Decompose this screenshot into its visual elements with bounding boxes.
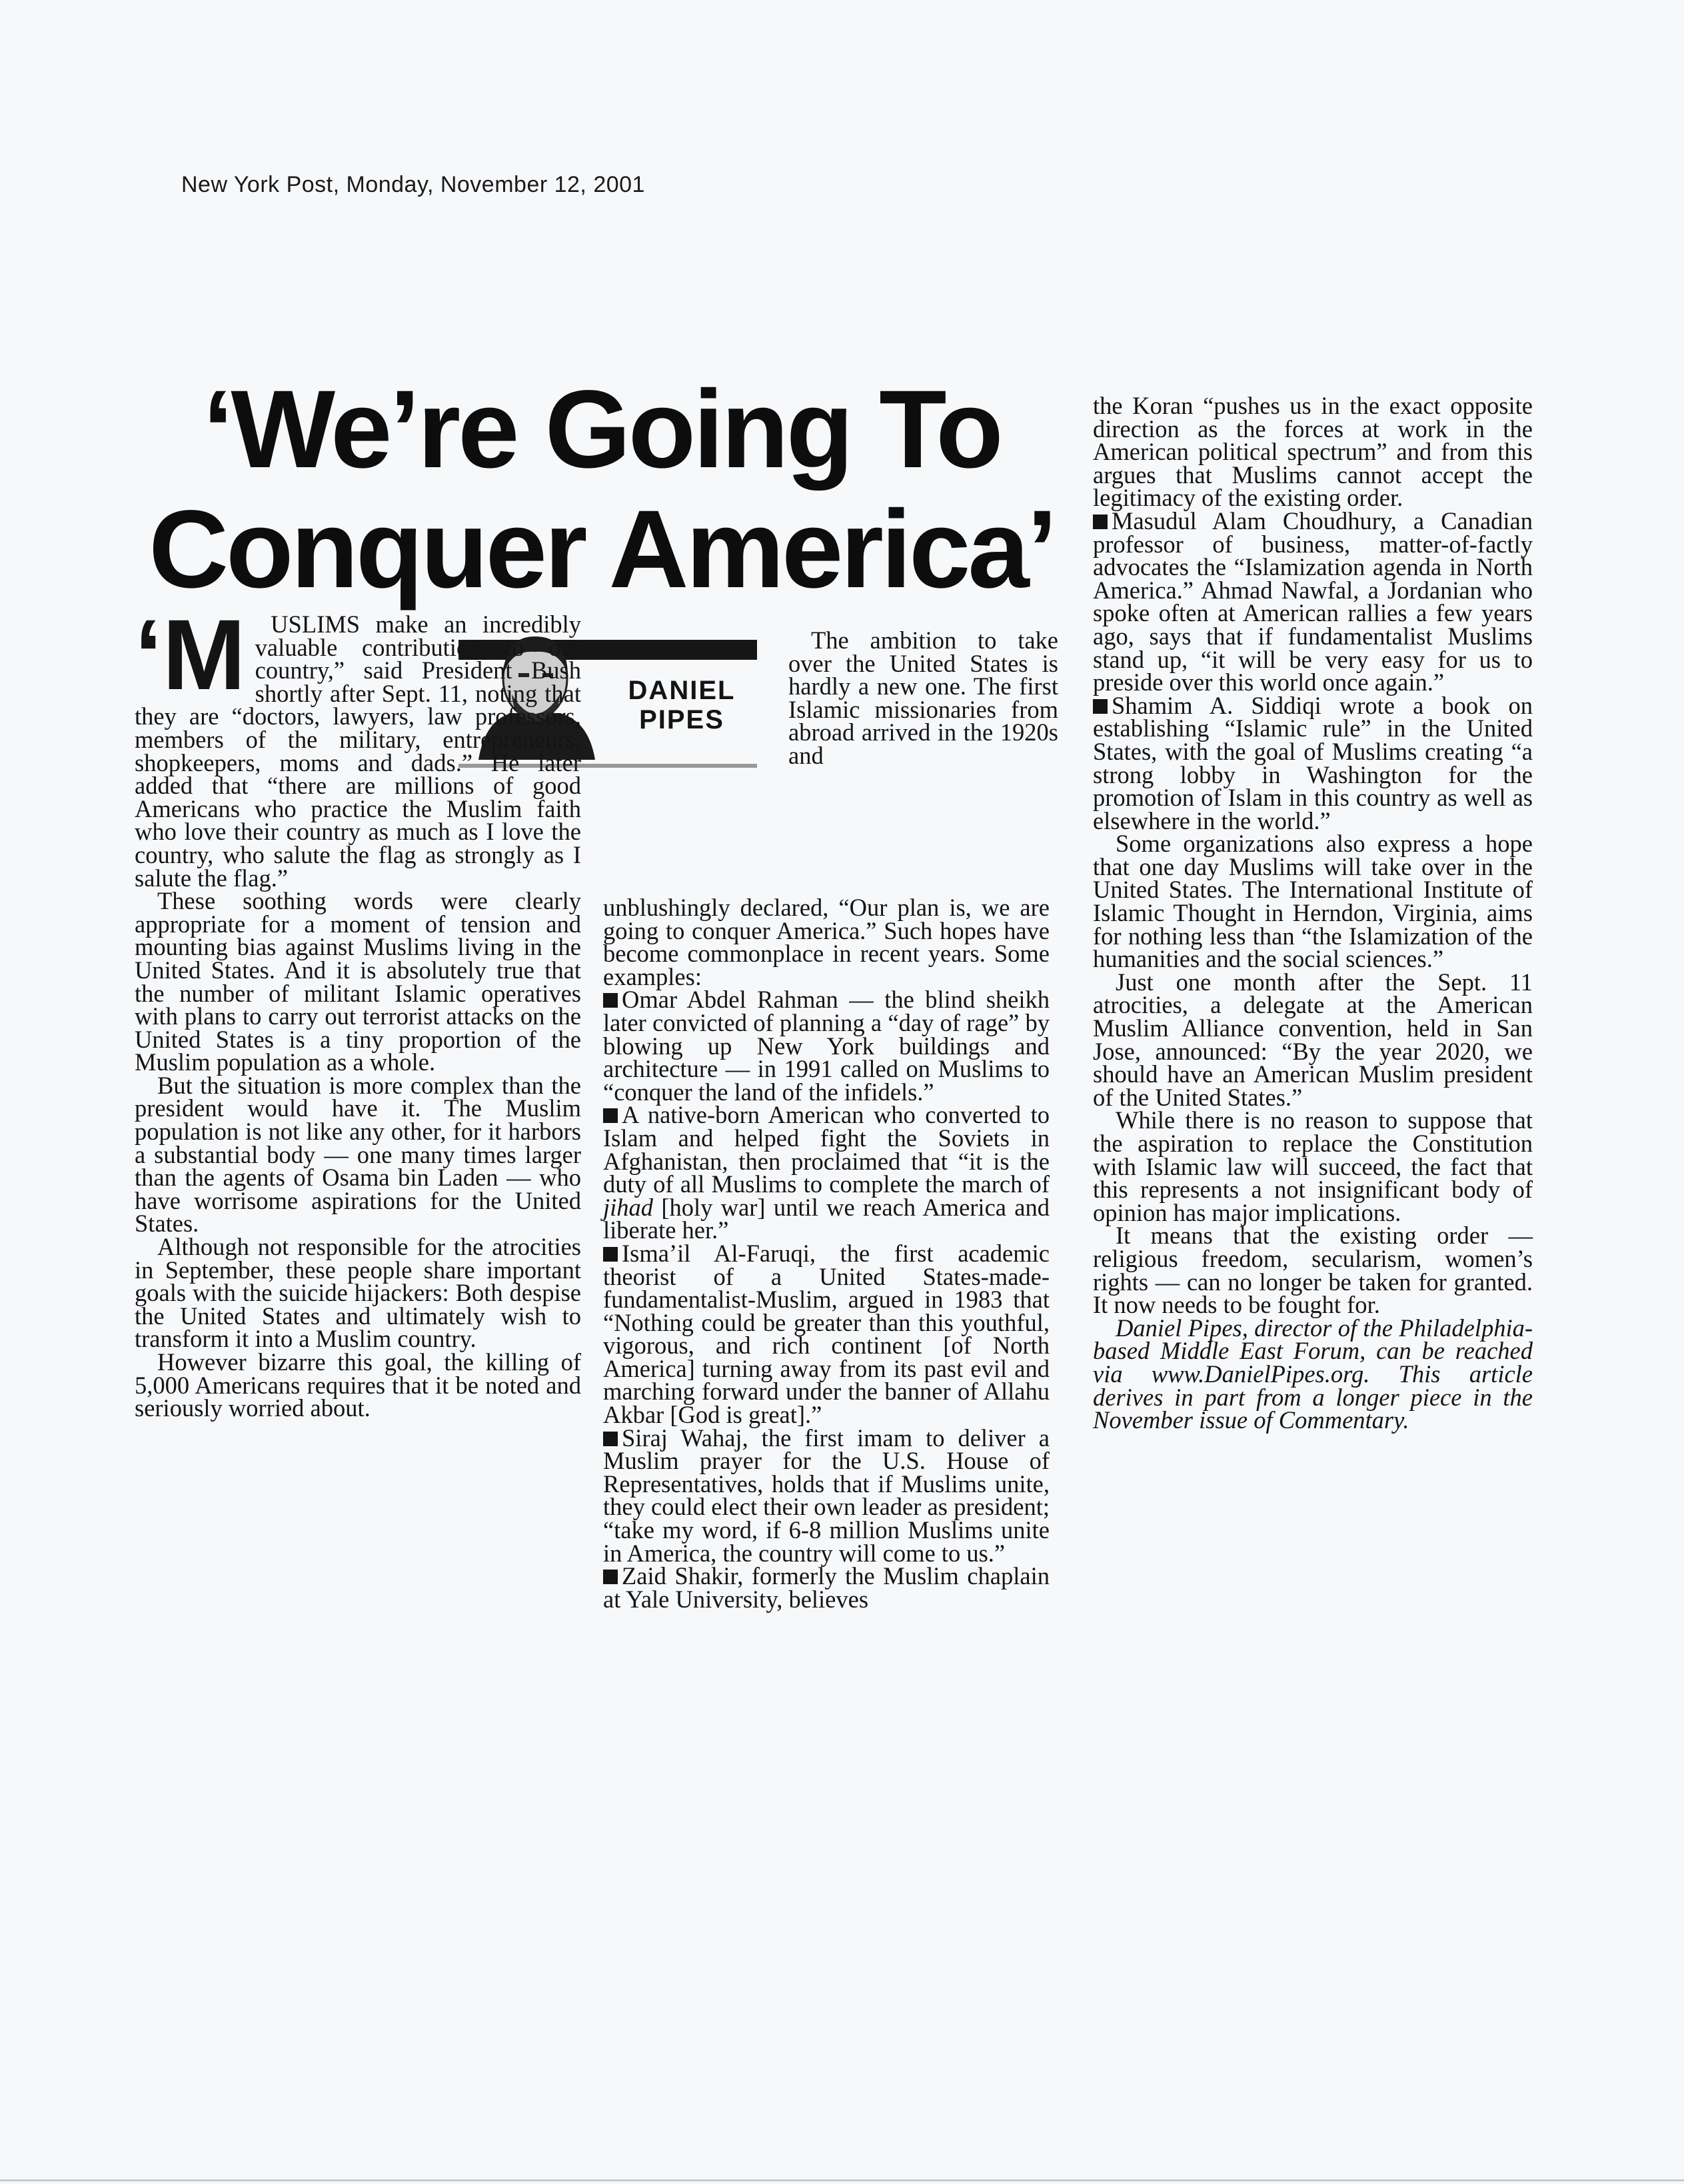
bullet-square-icon	[603, 1570, 618, 1584]
headline-line-2: Conquer America’	[149, 488, 1055, 611]
headline	[145, 370, 1058, 610]
headline-line-1: ‘We’re Going To	[203, 368, 1001, 491]
paragraph-lead	[135, 598, 582, 892]
paragraph: the Koran “pushes us in the exact opposite direction as the forces at work in the American political spectrum” and from this argues that Muslims cannot accept the legitimacy of the existing order.	[1093, 392, 1533, 512]
paragraph: These soothing words were clearly appropriate for a moment of tension and mounting bias against Muslims living in the United States. And it is absolutely true that the number of militant Islamic operatives with plans to carry out terrorist attacks on the United States is a tiny proportion of the Muslim population as a whole.	[135, 887, 581, 1076]
bullet-square-icon	[1093, 515, 1108, 529]
bullet-item	[603, 1562, 1050, 1613]
paragraph: Although not responsible for the atrocities in September, these people share important goals with the suicide hijackers: Both despise the United States and ultimately wish to transform it into a Muslim country.	[135, 1233, 581, 1353]
bullet-text: A native-born American who converted to Islam and helped fight the Soviets in Afghanistan, then proclaimed that “it is the duty of all Muslims to complete the march of	[603, 1101, 1050, 1198]
article-column-1	[135, 598, 582, 1422]
paragraph: Some organizations also express a hope that one day Muslims will take over in the United States. The International Institute of Islamic Thought in Herndon, Virginia, aims for nothing less than “the Islamization of the humanities and the social sciences.”	[1093, 830, 1533, 973]
paragraph: It means that the existing order — religious freedom, secularism, women’s rights — can no longer be taken for granted. It now needs to be fought for.	[1093, 1222, 1533, 1319]
bullet-item	[603, 1239, 1050, 1429]
bullet-square-icon	[1093, 699, 1108, 714]
bullet-item	[603, 988, 1050, 1104]
bullet-square-icon	[603, 1247, 618, 1262]
bullet-text: Isma’il Al-Faruqi, the first academic theorist of a United States-made-fundamentalist-Muslim, argued in 1983 that “Nothing could be greater than this youthful, vigorous, and rich continent [of North America] turning away from its past evil and marching forward under the banner of Allahu Akbar [God is great].”	[603, 1239, 1050, 1429]
drop-cap	[135, 598, 246, 710]
bullet-item	[1093, 507, 1533, 696]
drop-cap-quote: ‘	[135, 598, 163, 710]
byline-first-name: DANIEL	[628, 676, 736, 705]
paragraph: However bizarre this goal, the killing of 5,000 Americans requires that it be noted and seriously worried about.	[135, 1348, 581, 1422]
paragraph-text: USLIMS make an incredibly valuable contribution to our country,” said President Bush shortly after Sept. 11, noting that they are “doctors, lawyers, law professors, members of the military, entrepreneurs, shopkeepers, moms and dads.” He later added that “there are millions of good Americans who practice the Muslim faith who love their country as much as I love the country, who salute the flag as strongly as I salute the flag.”	[135, 610, 582, 892]
bullet-text: [holy war] until we reach America and liberate her.”	[603, 1193, 1050, 1244]
bullet-text: Masudul Alam Choudhury, a Canadian professor of business, matter-of-factly advocates the “Islamization agenda in North America.” Ahmad Nawfal, a Jordanian who spoke often at American rallies a few years ago, says that if fundamentalist Muslims stand up, “it will be very easy for us to preside over this world once again.”	[1093, 507, 1533, 696]
article-column-2	[603, 896, 1050, 1611]
byline-name	[606, 676, 757, 734]
bullet-emphasis: jihad	[603, 1193, 654, 1221]
bullet-item	[1093, 691, 1533, 834]
bullet-text: Siraj Wahaj, the first imam to deliver a Muslim prayer for the U.S. House of Representatives, holds that if Muslims unite, they could elect their own leader as president; “take my word, if 6-8 million Muslims unite in America, the country will come to us.”	[603, 1424, 1050, 1567]
paragraph: The ambition to take over the United States is hardly a new one. The first Islamic missionaries from abroad arrived in the 1920s and	[788, 626, 1058, 769]
bullet-square-icon	[603, 1108, 618, 1123]
article-column-3	[1093, 392, 1533, 1434]
article-column-2-top	[788, 626, 1058, 769]
bullet-text: Omar Abdel Rahman — the blind sheikh later convicted of planning a “day of rage” by blowing up New York buildings and architecture — in 1991 called on Muslims to “conquer the land of the infidels.”	[603, 986, 1050, 1106]
paragraph: But the situation is more complex than the president would have it. The Muslim population is not like any other, for it harbors a substantial body — one many times larger than the agents of Osama bin Laden — who have worrisome aspirations for the United States.	[135, 1071, 581, 1238]
paragraph: unblushingly declared, “Our plan is, we are going to conquer America.” Such hopes have become commonplace in recent years. Some examples:	[603, 894, 1050, 990]
bullet-square-icon	[603, 993, 618, 1008]
drop-cap-letter: M	[162, 598, 246, 710]
bullet-text: Zaid Shakir, formerly the Muslim chaplain at Yale University, believes	[603, 1562, 1050, 1613]
bullet-item	[603, 1424, 1050, 1567]
paragraph: Just one month after the Sept. 11 atrocities, a delegate at the American Muslim Alliance convention, held in San Jose, announced: “By the year 2020, we should have an American Muslim president of the United States.”	[1093, 968, 1533, 1111]
byline-last-name: PIPES	[639, 705, 724, 734]
scan-edge-line	[0, 2179, 1684, 2181]
masthead-dateline: New York Post, Monday, November 12, 2001	[181, 172, 645, 197]
bullet-item	[603, 1101, 1050, 1244]
bullet-square-icon	[603, 1432, 618, 1446]
paragraph: While there is no reason to suppose that the aspiration to replace the Constitution with Islamic law will succeed, the fact that this represents a not insignificant body of opinion has major implications.	[1093, 1106, 1533, 1226]
bullet-text: Shamim A. Siddiqi wrote a book on establishing “Islamic rule” in the United States, with the goal of Muslims creating “a strong lobby in Washington for the promotion of Islam in this country as well as elsewhere in the world.”	[1093, 691, 1533, 834]
author-bio: Daniel Pipes, director of the Philadelphia-based Middle East Forum, can be reached via www.DanielPipes.org. This article derives in part from a longer piece in the November issue of Commentary.	[1093, 1314, 1533, 1434]
